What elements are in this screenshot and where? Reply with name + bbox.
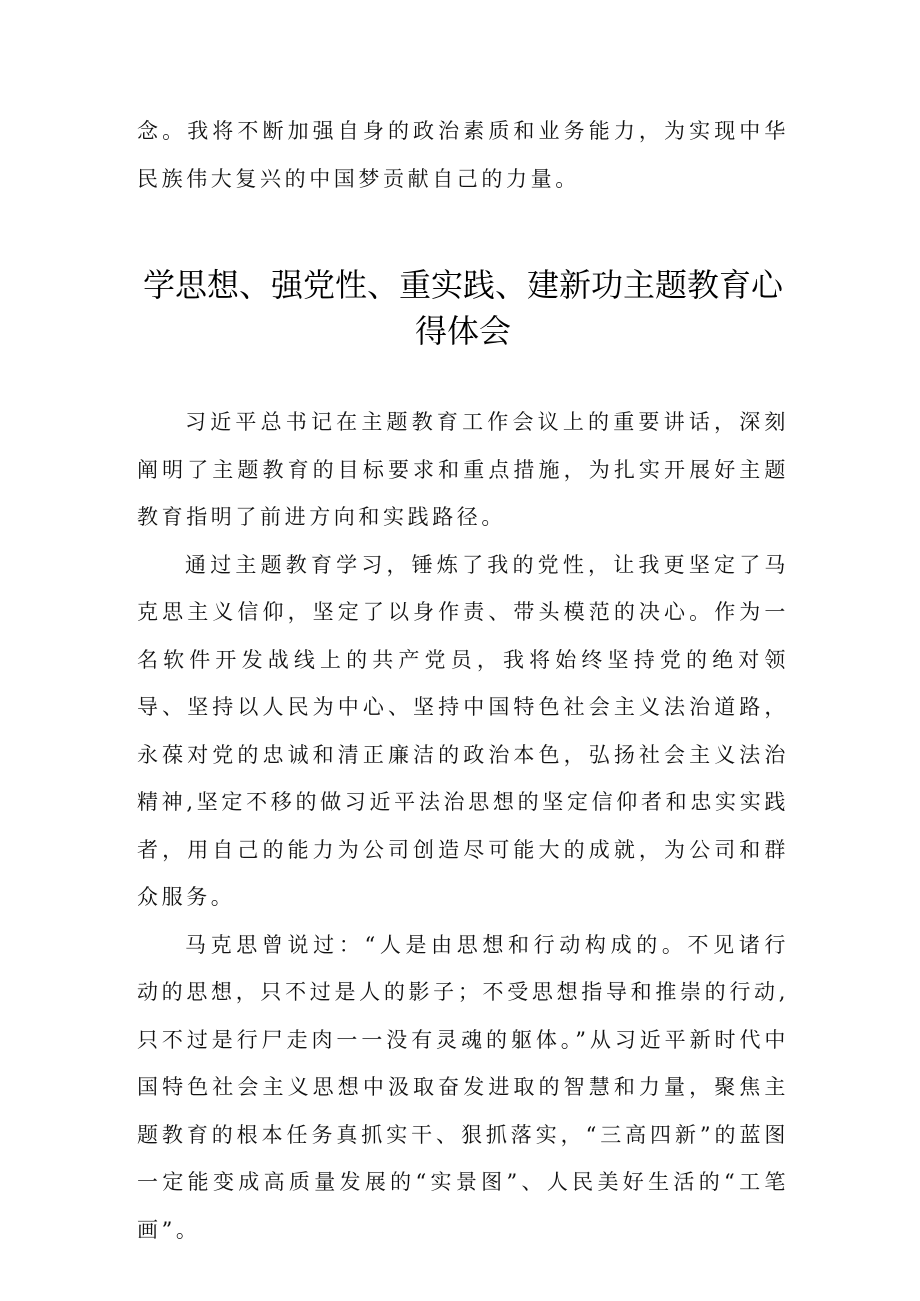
paragraph-3: 马克思曾说过：“人是由思想和行动构成的。不见诸行动的思想，只不过是人的影子；不受思想指导和推崇的行动,只不过是行尸走肉一一没有灵魂的躯体。”从习近平新时代中国特色社会主义思想中汲取奋发进取的智慧和力量，聚焦主题教育的根本任务真抓实干、狠抓落实，“三高四新”的蓝图一定能变成高质量发展的“实景图”、人民美好生活的“工笔画”。 <box>137 932 789 1242</box>
carry-over-paragraph: 念。我将不断加强自身的政治素质和业务能力，为实现中华民族伟大复兴的中国梦贡献自己的力量。 <box>137 119 789 191</box>
paragraph-2: 通过主题教育学习，锤炼了我的党性，让我更坚定了马克思主义信仰，坚定了以身作责、带头模范的决心。作为一名软件开发战线上的共产党员，我将始终坚持党的绝对领导、坚持以人民为中心、坚持中国特色社会主义法治道路，永葆对党的忠诚和清正廉洁的政治本色，弘扬社会主义法治精神,坚定不移的做习近平法治思想的坚定信仰者和忠实实践者，用自己的能力为公司创造尽可能大的成就，为公司和群众服务。 <box>137 552 789 909</box>
paragraph-1: 习近平总书记在主题教育工作会议上的重要讲话，深刻阐明了主题教育的目标要求和重点措施，为扎实开展好主题教育指明了前进方向和实践路径。 <box>137 410 789 529</box>
document-title: 学思想、强党性、重实践、建新功主题教育心得体会 <box>142 266 783 350</box>
body-paragraphs <box>137 399 789 1254</box>
